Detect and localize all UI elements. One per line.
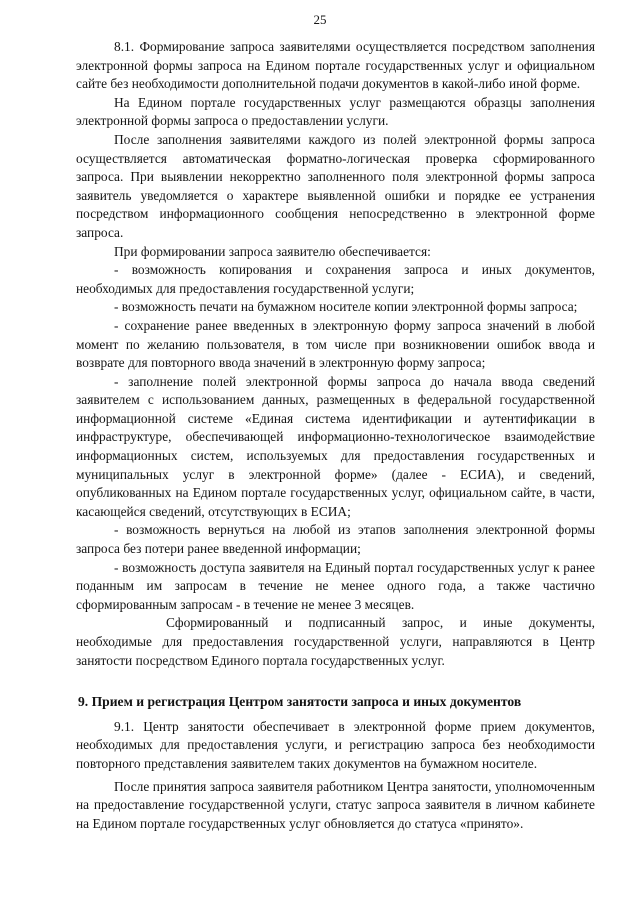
paragraph-8-1: 8.1. Формирование запроса заявителями осуществляется посредством заполнения электронной формы запроса на Едином портале государственных услуг и официальном сайте без необходимости дополнительной подачи документов в какой-либо иной форме. — [76, 39, 595, 92]
document-body — [76, 38, 595, 833]
paragraph-9-1: 9.1. Центр занятости обеспечивает в электронной форме прием документов, необходимых для предоставления услуги, и регистрацию запроса без необходимости повторного представления заявителем таких документов на бумажном носителе. — [76, 718, 595, 771]
section-heading-9: 9. Прием и регистрация Центром занятости запроса и иных документов — [78, 694, 522, 710]
list-item-print: - возможность печати на бумажном носителе копии электронной формы запроса; — [114, 299, 578, 315]
list-item-copy: - возможность копирования и сохранения запроса и иных документов, необходимых для предоставления государственной услуги; — [76, 262, 595, 296]
list-item-return-step: - возможность вернуться на любой из этапов заполнения электронной формы запроса без потери ранее введенной информации; — [76, 522, 595, 557]
paragraph-format-check: После заполнения заявителями каждого из полей электронной формы запроса осуществляется автоматическая форматно-логическая проверка сформированного запроса. При выявлении некорректно заполненного поля электронной формы запроса заявитель уведомляется о характере выявленной ошибки и порядке ее устранения посредством информационного сообщения непосредственно в электронной форме запроса. — [76, 131, 595, 240]
list-item-autofill-esia: - заполнение полей электронной формы запроса до начала ввода сведений заявителем с использованием данных, размещенных в федеральной государственной информационной системе «Единая система идентификации и аутентификации в инфраструктуре, обеспечивающей информационно-технологическое взаимодействие информационных систем, используемых для предоставления государственных и муниципальных услуг в электронной форме» (далее - ЕСИА), и сведений, опубликованных на Едином портале государственных услуг, официальном сайте, в части, касающейся сведений, отсутствующих в ЕСИА; — [76, 373, 595, 519]
paragraph-samples: На Едином портале государственных услуг размещаются образцы заполнения электронной формы запроса о предоставлении услуги. — [76, 94, 595, 129]
list-item-save-values: - сохранение ранее введенных в электронную форму запроса значений в любой момент по желанию пользователя, в том числе при возникновении ошибок ввода и возврате для повторного ввода значений в электронную форму запроса; — [76, 317, 595, 371]
paragraph-submission: Сформированный и подписанный запрос, и иные документы, необходимые для предоставления государственной услуги, направляются в Центр занятости посредством Единого портала государственных услуг. — [76, 615, 595, 668]
paragraph-provisions-intro: При формировании запроса заявителю обеспечивается: — [114, 243, 431, 259]
paragraph-status-accepted: После принятия запроса заявителя работником Центра занятости, уполномоченным на предоставление государственной услуги, статус запроса заявителя в личном кабинете на Едином портале государственных услуг обновляется до статуса «принято». — [76, 778, 595, 831]
page-number: 25 — [313, 12, 327, 27]
list-item-access-requests: - возможность доступа заявителя на Единый портал государственных услуг к ранее поданным им запросам в течение не менее одного года, а также частично сформированным запросам - в течение не менее 3 месяцев. — [76, 559, 595, 612]
